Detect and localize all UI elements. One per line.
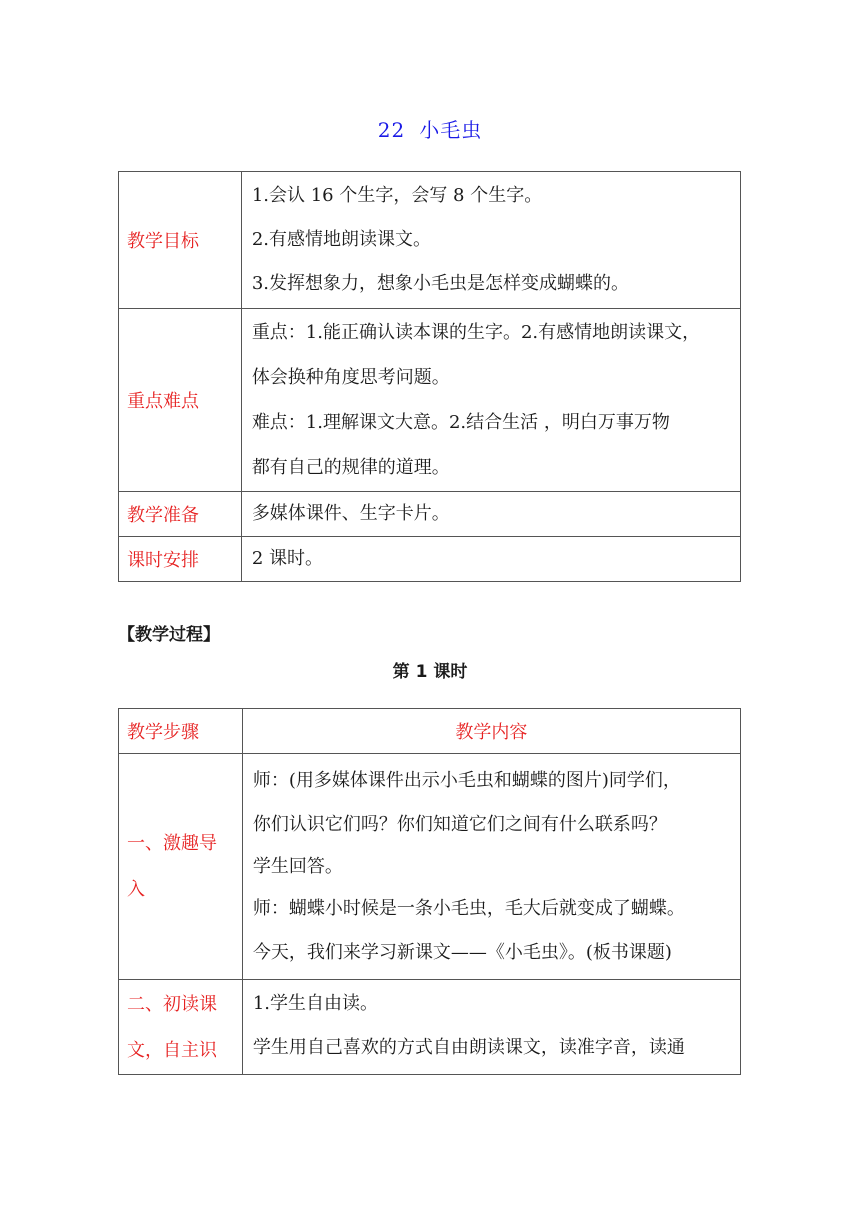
info-label: 课时安排 xyxy=(119,537,242,582)
info-line: 体会换种角度思考问题。 xyxy=(251,367,450,388)
info-label: 重点难点 xyxy=(119,309,242,492)
info-row-objectives xyxy=(119,172,741,309)
info-line: 难点：1.理解课文大意。2.结合生活 ，明白万事万物 xyxy=(251,412,670,433)
step-label xyxy=(119,754,243,980)
lesson-title: 小毛虫 xyxy=(419,118,483,142)
content-line: 你们认识它们吗？你们知道它们之间有什么联系吗？ xyxy=(252,813,667,835)
info-line: 重点：1.能正确认读本课的生字。2.有感情地朗读课文， xyxy=(251,322,701,343)
step-content xyxy=(242,980,740,1075)
content-line: 1.学生自由读。 xyxy=(252,993,379,1014)
header-steps: 教学步骤 xyxy=(119,709,243,754)
process-row-first-reading xyxy=(119,980,741,1075)
teaching-process-table xyxy=(118,708,741,1075)
info-line: 2.有感情地朗读课文。 xyxy=(251,229,431,250)
info-row-preparation xyxy=(119,492,741,537)
lesson-info-table xyxy=(118,171,741,582)
info-line: 多媒体课件、生字卡片。 xyxy=(251,503,450,524)
step-line: 一、激趣导 xyxy=(127,832,217,854)
content-line: 师：(用多媒体课件出示小毛虫和蝴蝶的图片)同学们， xyxy=(252,769,681,791)
step-content xyxy=(242,754,740,980)
info-content xyxy=(241,309,740,492)
info-line: 都有自己的规律的道理。 xyxy=(251,457,450,478)
section-heading: 【教学过程】 xyxy=(118,625,220,645)
info-label: 教学目标 xyxy=(119,172,242,309)
info-label: 教学准备 xyxy=(119,492,242,537)
content-line: 学生用自己喜欢的方式自由朗读课文，读准字音，读通 xyxy=(252,1037,685,1058)
lesson-number: 22 xyxy=(377,118,406,142)
info-row-key-points xyxy=(119,309,741,492)
info-content xyxy=(241,492,740,537)
info-content xyxy=(241,172,740,309)
page-title xyxy=(0,114,860,143)
info-line: 2 课时。 xyxy=(251,548,323,569)
info-line: 1.会认 16 个生字，会写 8 个生字。 xyxy=(251,185,543,206)
header-content: 教学内容 xyxy=(242,709,740,754)
content-line: 今天，我们来学习新课文——《小毛虫》。(板书课题) xyxy=(252,941,672,963)
lesson-heading: 第 1 课时 xyxy=(392,662,468,682)
content-line: 学生回答。 xyxy=(252,855,343,877)
info-line: 3.发挥想象力，想象小毛虫是怎样变成蝴蝶的。 xyxy=(251,273,629,294)
step-label xyxy=(119,980,243,1075)
process-header-row xyxy=(119,709,741,754)
content-line: 师：蝴蝶小时候是一条小毛虫，毛大后就变成了蝴蝶。 xyxy=(252,897,685,919)
step-line: 入 xyxy=(127,878,145,900)
process-row-intro xyxy=(119,754,741,980)
info-row-schedule xyxy=(119,537,741,582)
info-content xyxy=(241,537,740,582)
step-line: 文，自主识 xyxy=(127,1040,217,1061)
step-line: 二、初读课 xyxy=(127,994,217,1015)
